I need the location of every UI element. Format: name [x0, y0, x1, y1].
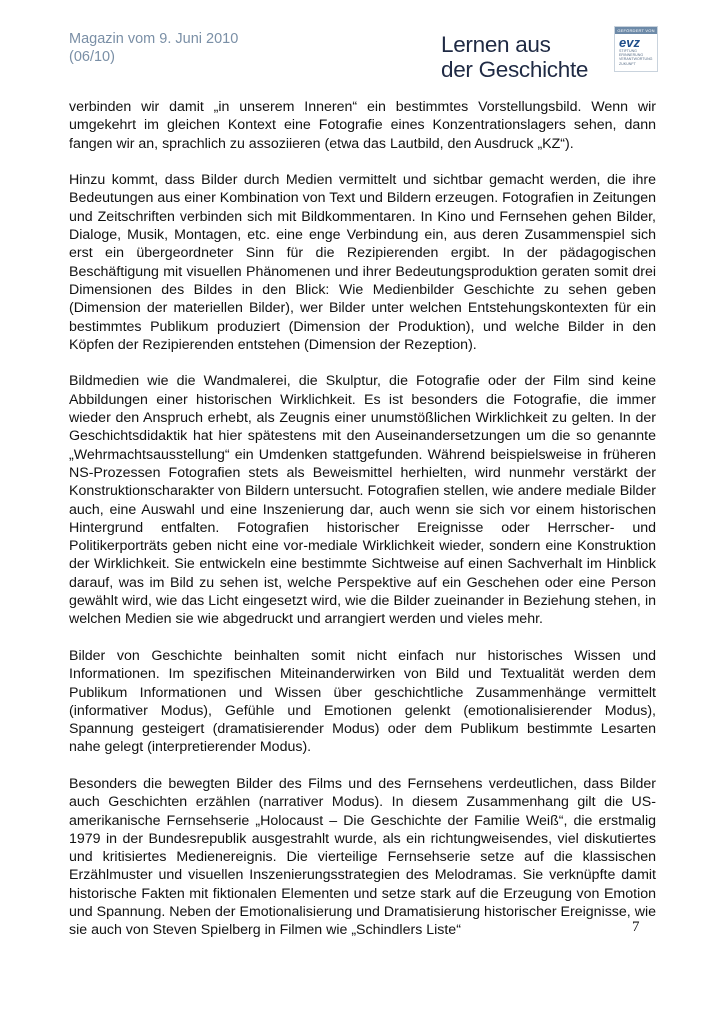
paragraph: Bildmedien wie die Wandmalerei, die Skulptur, die Fotografie oder der Film sind keine Abbildungen einer historischen Wirklichkeit. Es ist besonders die Fotografie, die immer wieder den Anspruch erhebt, als Zeugnis einer unumstößlichen Wirklichkeit zu gelten. In der Geschichtsdidaktik hat hier spätestens mit den Auseinandersetzungen um die so genannte „Wehrmachtsausstellung“ ein Umdenken stattgefunden. Während beispielsweise in früheren NS-Prozessen Fotografien stets als Beweismittel herhielten, wird nunmehr verstärkt der Konstruktionscharakter von Bildern untersucht. Fotografien stellen, wie andere mediale Bilder auch, eine Auswahl und eine Inszenierung dar, auch wenn sie sich vor einem historischen Hintergrund entfalten. Fotografien historischer Ereignisse oder Herrscher- und Politikerporträts geben nicht eine vor-mediale Wirklichkeit wieder, sondern eine Konstruktion der Wirklichkeit. Sie entwickeln eine bestimmte Sichtweise auf einen Sachverhalt im Hinblick darauf, was im Bild zu sehen ist, welche Perspektive auf ein Geschehen oder eine Person gewählt wird, wie das Licht eingesetzt wird, wie die Bilder zueinander in Beziehung stehen, in welchen Medien sie wie abgedruckt und arrangiert werden und vieles mehr.	[69, 373, 656, 628]
evz-wordmark: evz	[619, 35, 640, 50]
brand-logo-text	[441, 32, 588, 82]
paragraph: Hinzu kommt, dass Bilder durch Medien vermittelt und sichtbar gemacht werden, die ihre Bedeutungen aus einer Kombination von Text und Bildern erzeugen. Fotografien in Zeitungen und Zeitschriften verbinden sich mit Bildkommentaren. In Kino und Fernsehen gehen Bilder, Dialoge, Musik, Montagen, etc. eine enge Verbindung ein, aus deren Zusammenspiel sich erst ein übergeordneter Sinn für die Rezipierenden ergibt. In der pädagogischen Beschäftigung mit visuellen Phänomenen und ihrer Bedeutungsproduktion geraten somit drei Dimensionen des Bildes in den Blick: Wie Medienbilder Geschichte zu sehen geben (Dimension der materiellen Bilder), wer Bilder unter welchen Entstehungskontexten für ein bestimmtes Publikum produziert (Dimension der Produktion), und welche Bilder in den Köpfen der Rezipierenden entstehen (Dimension der Rezeption).	[69, 172, 656, 353]
magazine-date: Magazin vom 9. Juni 2010	[69, 31, 239, 47]
evz-foundation-name: STIFTUNG ERINNERUNG VERANTWORTUNG ZUKUNFT	[619, 49, 653, 66]
evz-logo	[614, 26, 658, 72]
brand-line-2: der Geschichte	[441, 57, 589, 82]
magazine-header	[69, 30, 238, 66]
paragraph: Besonders die bewegten Bilder des Films und des Fernsehens verdeutlichen, dass Bilder auch Geschichten erzählen (narrativer Modus). In diesem Zusammenhang gilt die US-amerikanische Fernsehserie „Holocaust – Die Geschichte der Familie Weiß“, die erstmalig 1979 in der Bundesrepublik ausgestrahlt wurde, als ein richtungweisendes, viel diskutiertes und kritisiertes Medienereignis. Die vierteilige Fernsehserie setze auf die klassischen Erzählmuster und visuellen Inszenierungsstrategien des Melodramas. Sie verknüpfte damit historische Fakten mit fiktionalen Elementen und setze stark auf die Erzeugung von Emotion und Spannung. Neben der Emotionalisierung und Dramatisierung historischer Ereignisse, wie sie auch von Steven Spielberg in Filmen wie „Schindlers Liste“	[69, 775, 656, 939]
brand-line-1: Lernen aus	[441, 32, 551, 57]
article-body	[69, 98, 656, 958]
page-number: 7	[632, 919, 640, 935]
paragraph: verbinden wir damit „in unserem Inneren“ ein bestimmtes Vorstellungsbild. Wenn wir umgekehrt im gleichen Kontext eine Fotografie eines Konzentrationslagers sehen, dann fangen wir an, sprachlich zu assoziieren (etwa das Lautbild, den Ausdruck „KZ“).	[69, 99, 656, 152]
paragraph: Bilder von Geschichte beinhalten somit nicht einfach nur historisches Wissen und Informationen. Im spezifischen Miteinanderwirken von Bild und Textualität werden dem Publikum Informationen und Wissen über geschichtliche Zusammenhänge vermittelt (informativer Modus), Gefühle und Emotionen gelenkt (emotionalisierender Modus), Spannung gesteigert (dramatisierender Modus) oder dem Publikum bestimmte Lesarten nahe gelegt (interpretierender Modus).	[69, 647, 656, 756]
magazine-issue: (06/10)	[69, 49, 115, 65]
evz-sponsor-label: GEFÖRDERT VON	[615, 27, 657, 34]
